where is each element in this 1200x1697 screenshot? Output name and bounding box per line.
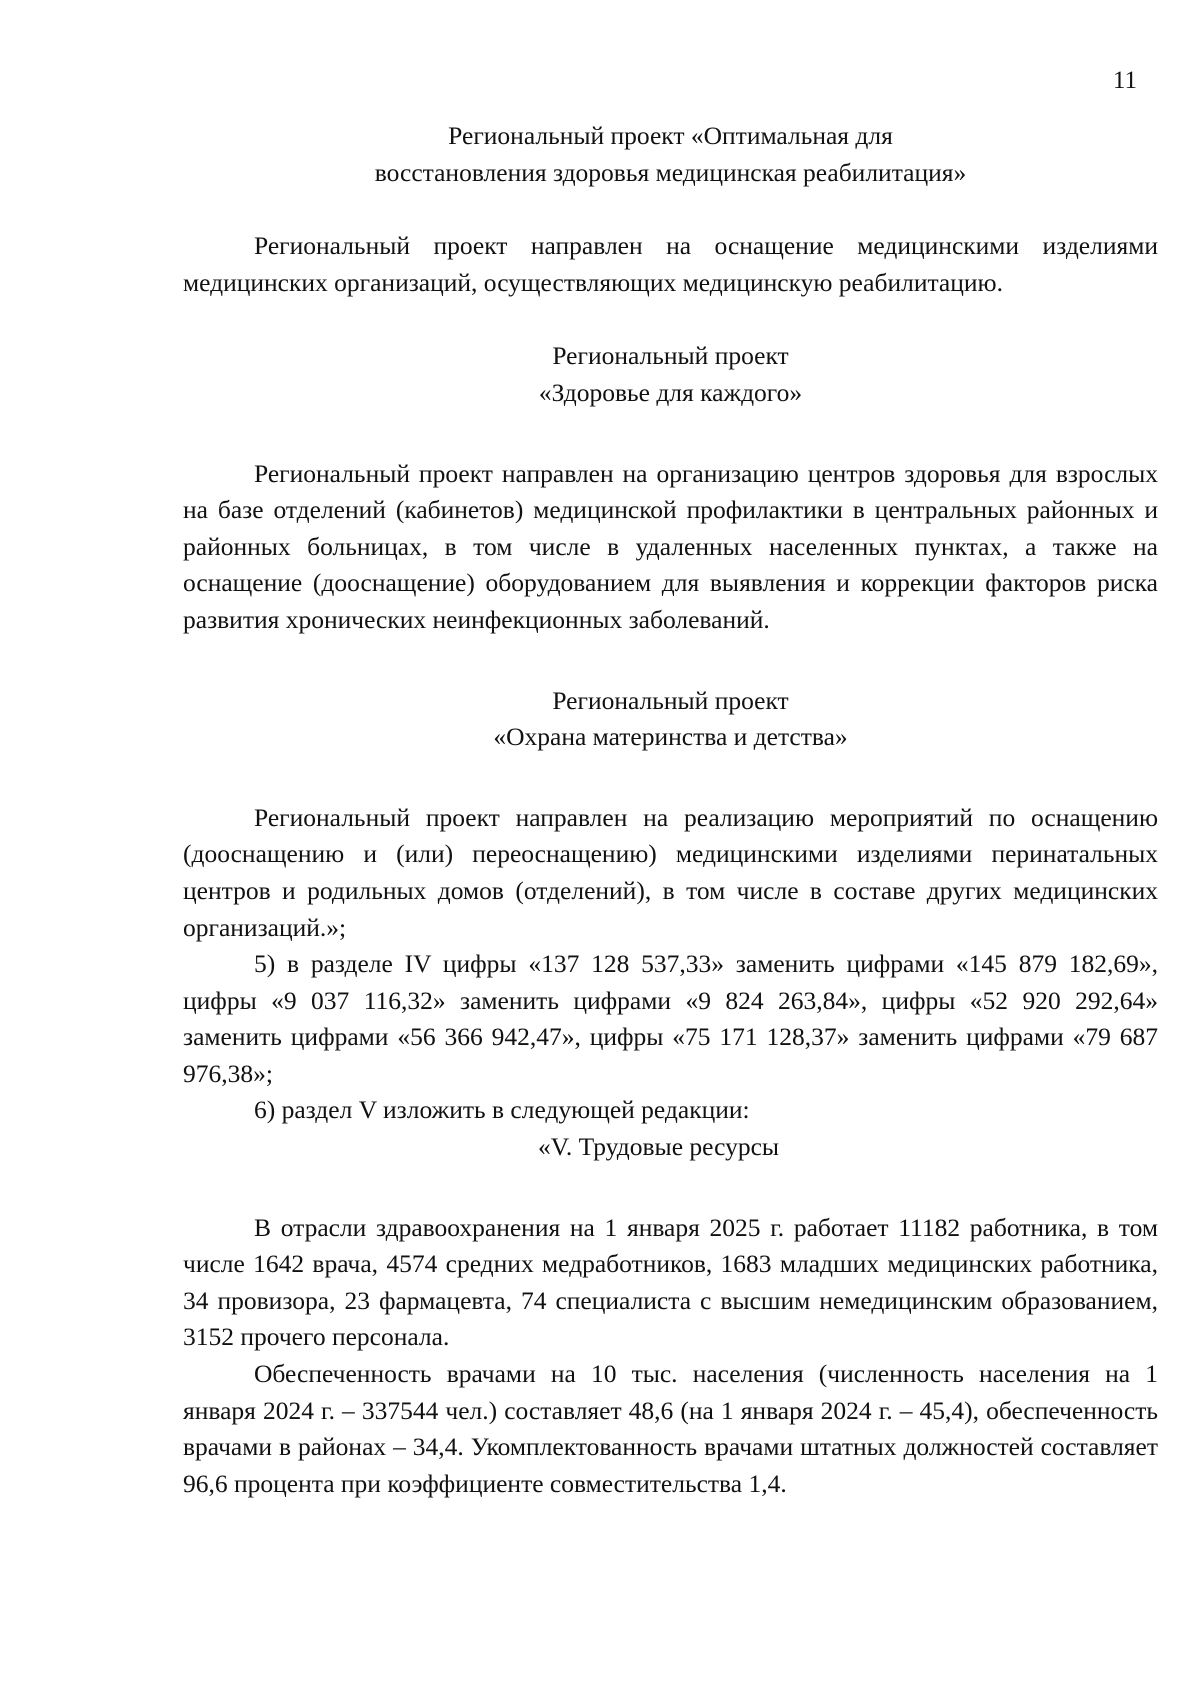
section-paragraph-rehabilitation: Региональный проект направлен на оснащение медицинскими изделиями медицинских организаций, осуществляющих медицинскую реабилитацию. <box>183 231 1158 297</box>
page-number: 11 <box>1112 67 1137 94</box>
amendment-item-6: 6) раздел V изложить в следующей редакции: <box>254 1095 750 1125</box>
section-v-paragraph-provision: Обеспеченность врачами на 10 тыс. населения (численность населения на 1 января 2024 г. – 337544 чел.) составляет 48,6 (на 1 января 2024 г. – 45,4), обеспеченность врачами в районах – 34,4. Укомплектованность врачами штатных должностей составляет 96,6 процента при коэффициенте совместительства 1,4. <box>183 1359 1158 1498</box>
section-v-paragraph-staff: В отрасли здравоохранения на 1 января 2025 г. работает 11182 работника, в том числе 1642 врача, 4574 средних медработников, 1683 младших медицинских работника, 34 провизора, 23 фармацевта, 74 специалиста с высшим немедицинским образованием, 3152 прочего персонала. <box>183 1212 1158 1352</box>
section-heading-health-for-everyone <box>183 338 1158 411</box>
document-body <box>183 118 1158 1502</box>
heading-line: Региональный проект <box>552 341 789 371</box>
section-heading-maternity <box>183 683 1158 756</box>
section-heading-rehabilitation <box>183 118 1158 191</box>
heading-line: «Охрана материнства и детства» <box>493 722 848 752</box>
amendment-item-5: 5) в разделе IV цифры «137 128 537,33» заменить цифрами «145 879 182,69», цифры «9 037 116,32» заменить цифрами «9 824 263,84», цифры «52 920 292,64» заменить цифрами «56 366 942,47», цифры «75 171 128,37» заменить цифрами «79 687 976,38»; <box>183 949 1158 1088</box>
section-paragraph-health-for-everyone: Региональный проект направлен на организацию центров здоровья для взрослых на базе отделений (кабинетов) медицинской профилактики в центральных районных и районных больницах, в том числе в удаленных населенных пунктах, а также на оснащение (дооснащение) оборудованием для выявления и коррекции факторов риска развития хронических неинфекционных заболеваний. <box>183 458 1158 634</box>
heading-line: восстановления здоровья медицинская реабилитация» <box>374 157 967 187</box>
section-v-title: «V. Трудовые ресурсы <box>538 1132 780 1162</box>
section-paragraph-maternity: Региональный проект направлен на реализацию мероприятий по оснащению (дооснащению и (или) переоснащению) медицинскими изделиями перинатальных центров и родильных домов (отделений), в том числе в составе других медицинских организаций.»; <box>183 802 1158 942</box>
heading-line: Региональный проект «Оптимальная для <box>448 121 893 150</box>
heading-line: Региональный проект <box>552 685 789 715</box>
heading-line: «Здоровье для каждого» <box>538 377 803 407</box>
